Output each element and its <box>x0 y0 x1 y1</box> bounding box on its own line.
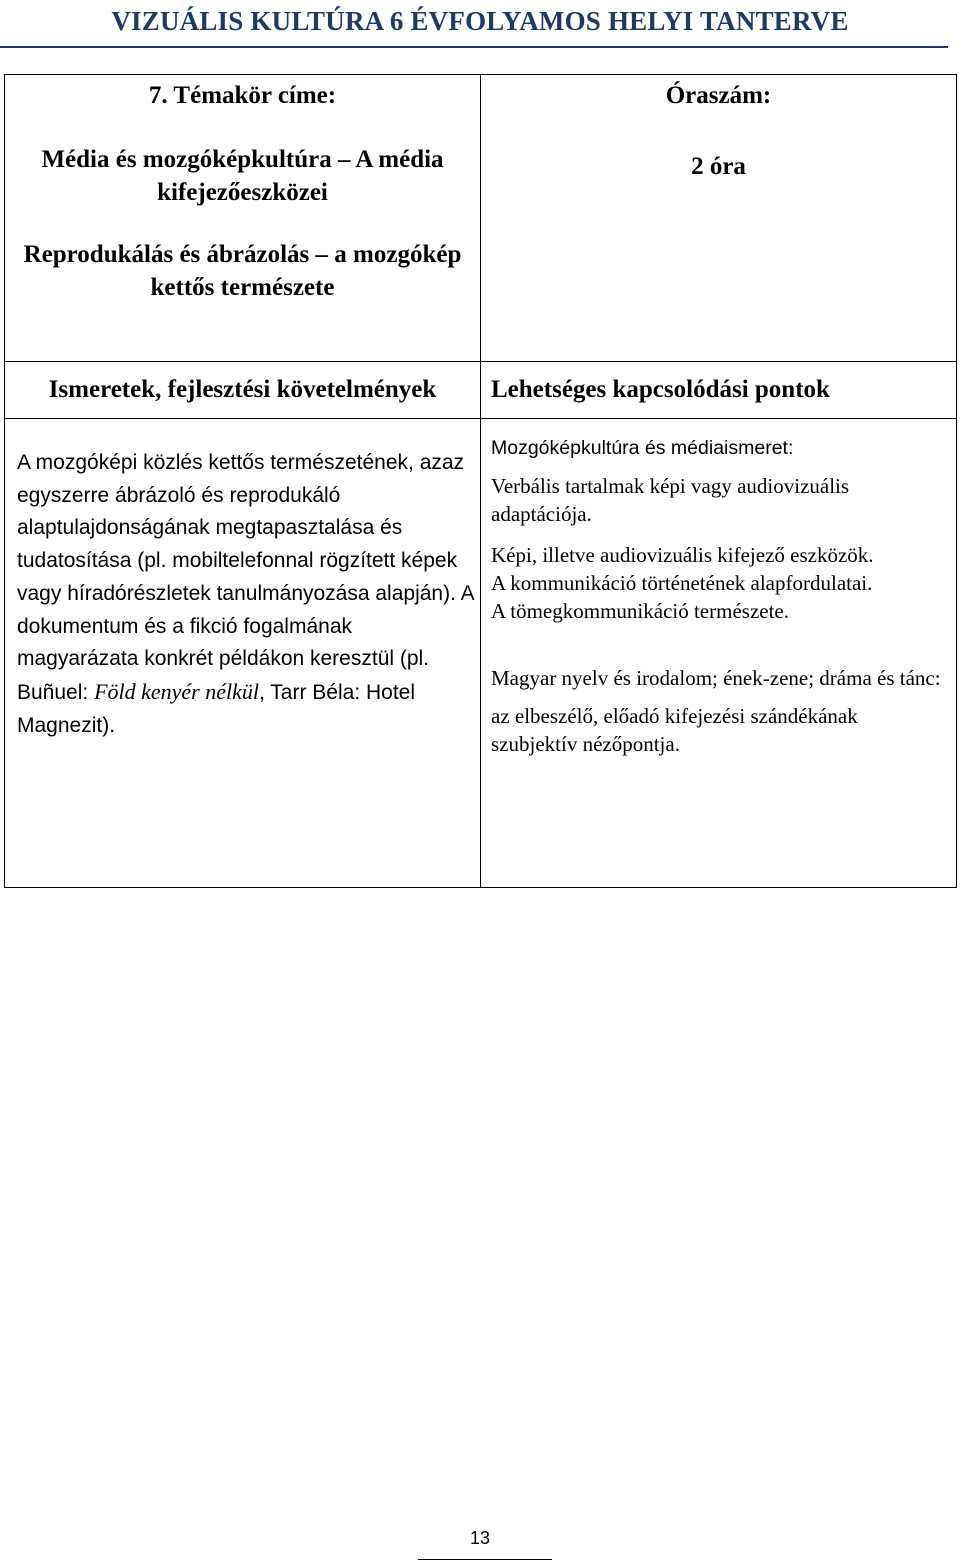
literature-connection-heading: Magyar nyelv és irodalom; ének-zene; dráma és tánc: <box>491 666 941 690</box>
hours-cell <box>481 75 957 362</box>
requirements-text-start: A mozgóképi közlés kettős természetének, azaz egyszerre ábrázoló és reprodukáló alaptulajdonságának megtapasztalása és tudatosítása (pl. mobiltelefonnal rögzített képek vagy híradórészletek tanulmányozása alapján). A dokumentum és a fikció fogalmának magyarázata konkrét példákon keresztül (pl. Buñuel: <box>17 451 474 704</box>
topic-title: Média és mozgóképkultúra – A média kifejezőeszközei <box>41 146 444 206</box>
hours-label: Óraszám: <box>665 82 772 109</box>
column-heading-row <box>5 362 957 419</box>
media-connection-item-1: Verbális tartalmak képi vagy audiovizuális adaptációja. <box>491 474 850 526</box>
media-connection-heading: Mozgóképkultúra és médiaismeret: <box>491 437 794 459</box>
page-number: 13 <box>469 1528 491 1548</box>
literature-connection-item-1: az elbeszélő, előadó kifejezési szándékának szubjektív nézőpontja. <box>491 704 858 756</box>
connections-cell <box>481 419 957 888</box>
running-header: VIZUÁLIS KULTÚRA 6 ÉVFOLYAMOS HELYI TANTERVE <box>111 6 849 36</box>
film-title: Föld kenyér nélkül <box>94 678 259 704</box>
requirements-text-end: , Tarr Béla: Hotel Magnezit). <box>17 680 416 737</box>
header-rule <box>0 46 948 48</box>
content-row <box>5 419 957 888</box>
media-connection-item-2: Képi, illetve audiovizuális kifejező eszközök. <box>491 543 874 567</box>
requirements-heading: Ismeretek, fejlesztési követelmények <box>5 362 481 419</box>
topic-title-cell <box>5 75 481 362</box>
media-connection-item-4: A tömegkommunikáció természete. <box>491 599 789 623</box>
connections-heading: Lehetséges kapcsolódási pontok <box>481 362 957 419</box>
footer-rule <box>418 1559 552 1560</box>
media-connection-item-3: A kommunikáció történetének alapfordulatai. <box>491 571 873 595</box>
topic-label: 7. Témakör címe: <box>148 82 337 109</box>
topic-header-row <box>5 75 957 362</box>
topic-subtitle: Reprodukálás és ábrázolás – a mozgókép kettős természete <box>23 241 462 301</box>
topic-table <box>4 74 957 888</box>
requirements-cell <box>5 419 481 888</box>
hours-value: 2 óra <box>691 153 746 180</box>
